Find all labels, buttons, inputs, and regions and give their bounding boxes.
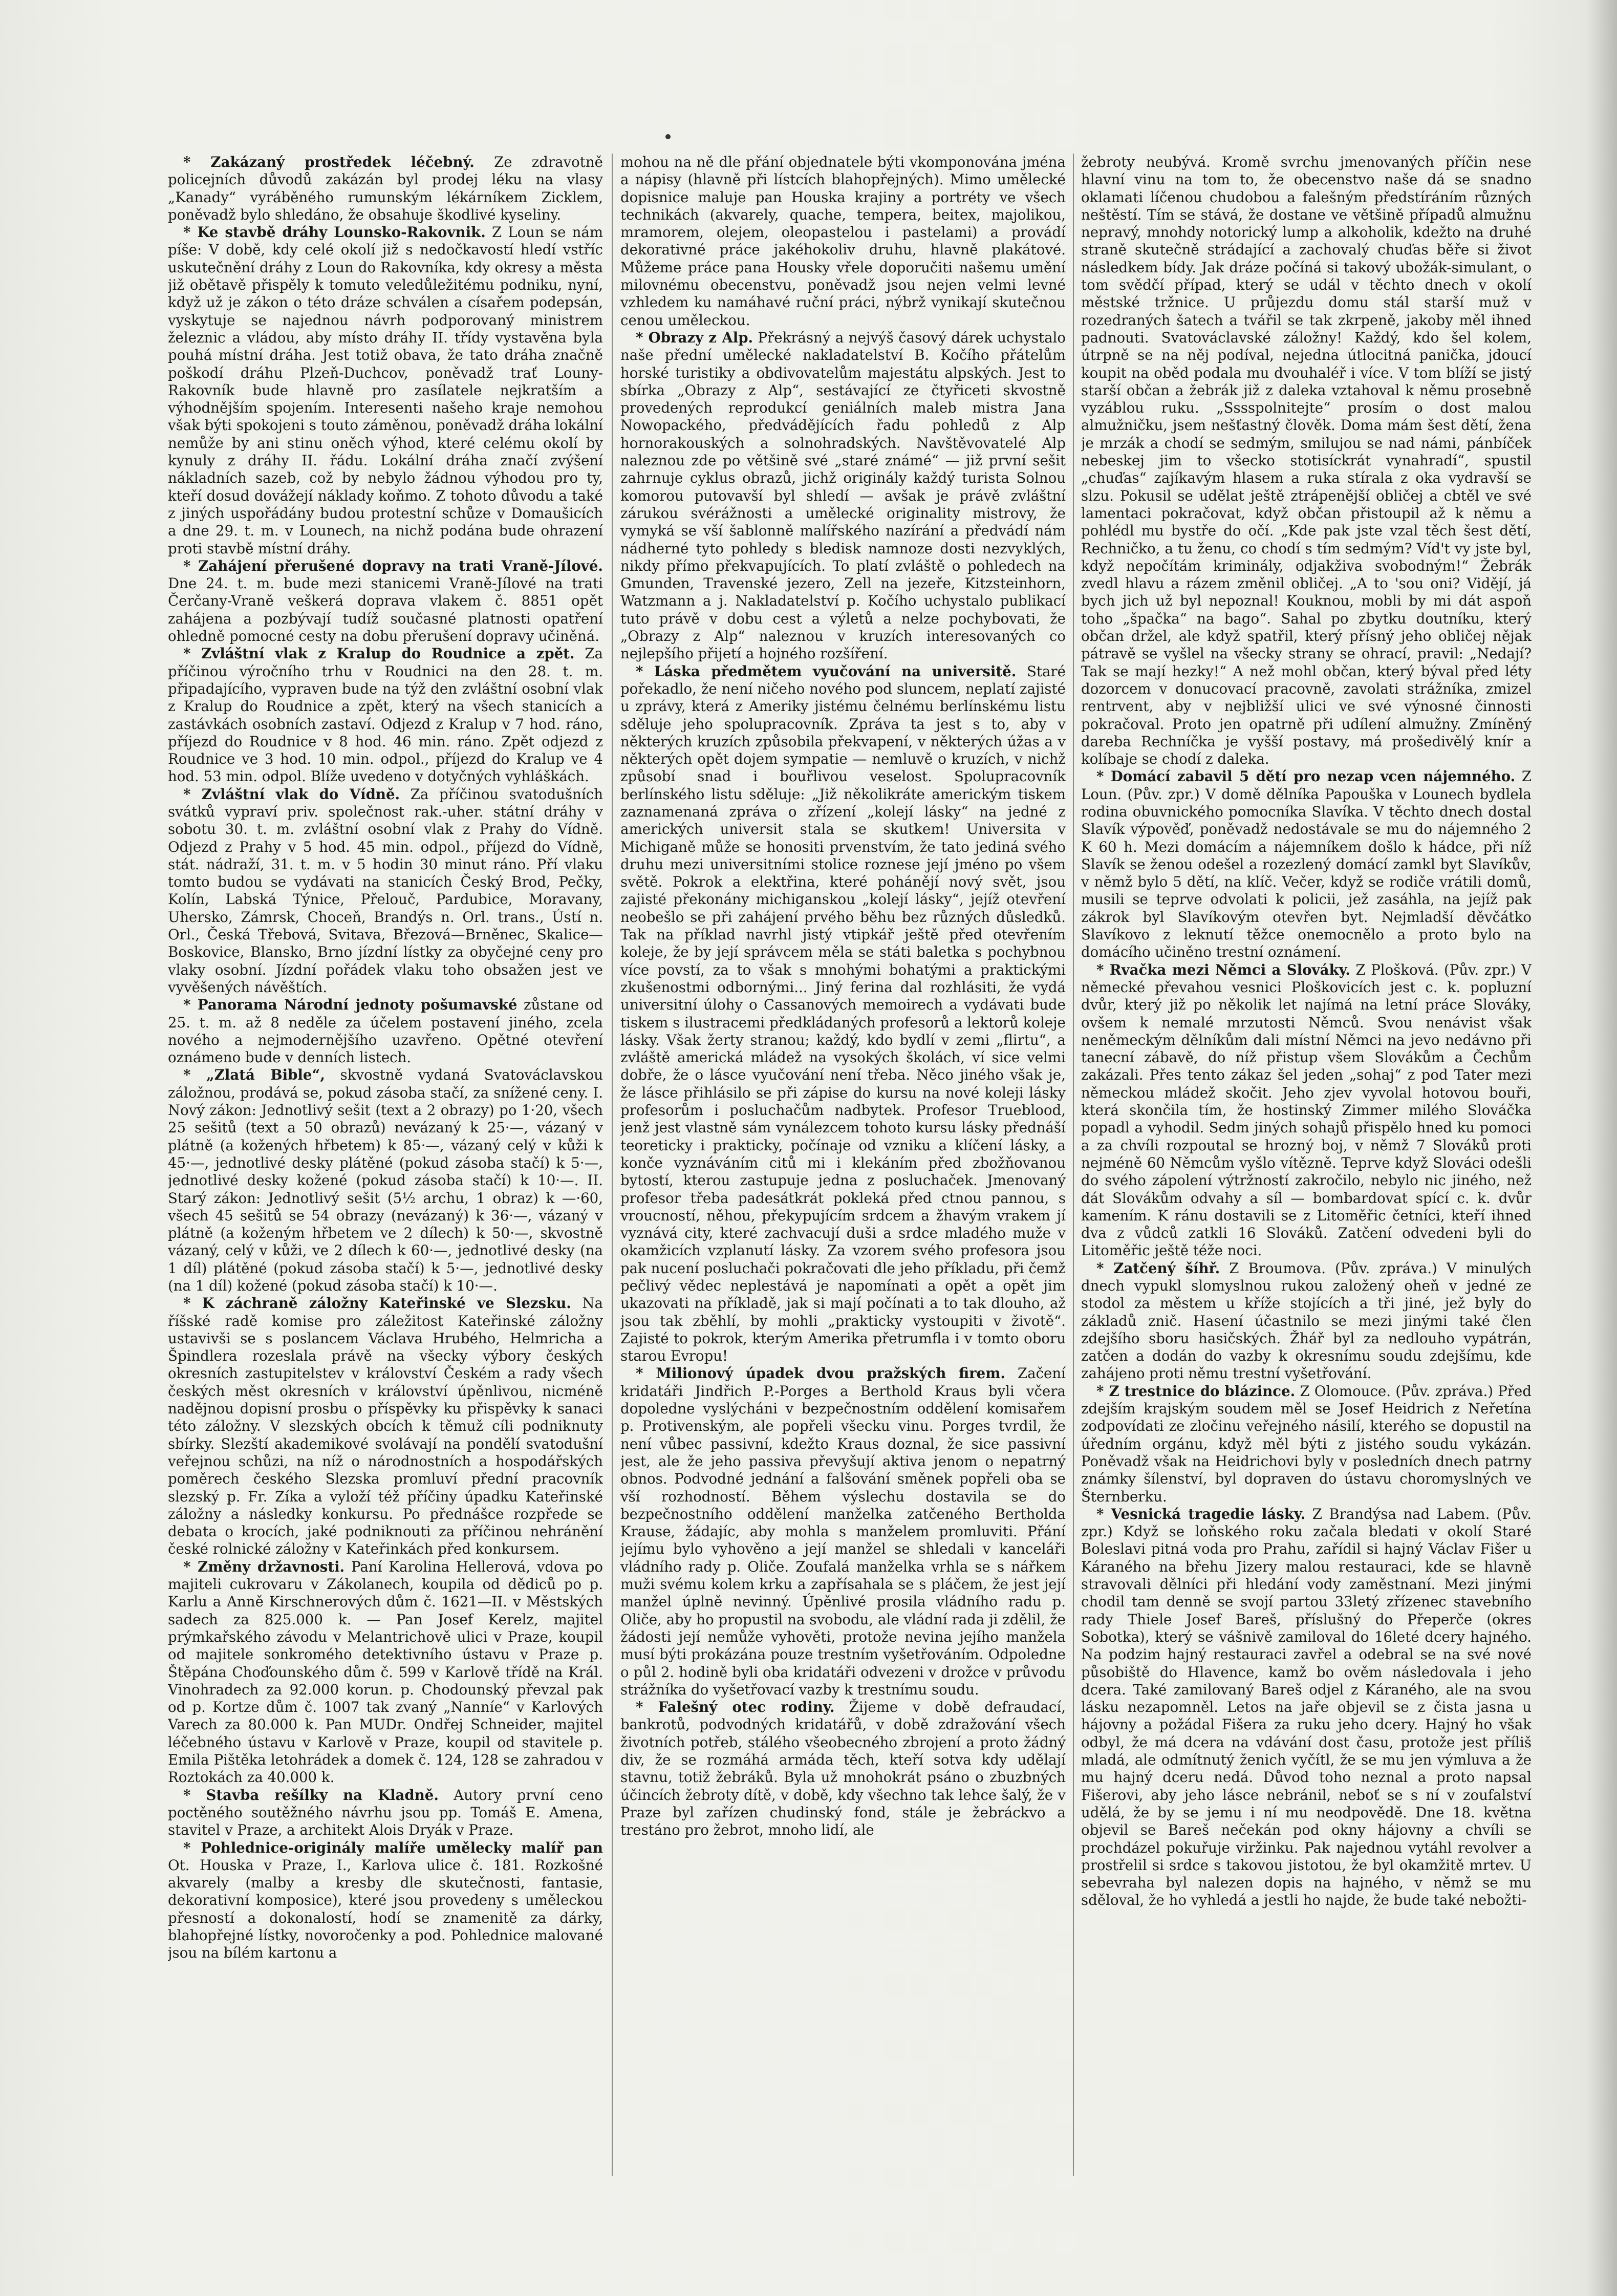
- article: [1081, 961, 1532, 1260]
- article-body: Ot. Houska v Praze, I., Karlova ulice č. 181. Rozkošné akvarely (malby a kresby dle skutečnosti, fantasie, dekorativní komposice), které jsou provedeny s uměleckou přesností a dokonalostí, hodí se znamenitě za dárky, blahopřejné lístky, novoročenky a pod. Pohlednice malované jsou na bílém kartonu a: [168, 1856, 603, 1962]
- article-body: Z Loun. (Pův. zpr.) V domě dělníka Papouška v Lounech bydlela rodina obuvnického pomocníka Slavíka. V těchto dnech dostal Slavík výpověď, poněvadž nedostávale se mu do nájemného 2 K 60 h. Mezi domácím a nájemníkem došlo k hádce, při níž Slavík se ženou odešel a rozezlený domácí zamkl byt Slavíkův, v němž bylo 5 dětí, na klíč. Večer, když se rodiče vrátili domů, musili se teprve odvolati k policii, jež zasáhla, na jejíž pak zákrok byl Slavíkovým otevřen byt. Nejmladší děvčátko Slavíkovo z leknutí těžce onemocnělo a proto bylo na domácího učiněno trestní oznámení.: [1081, 768, 1532, 961]
- article: [1081, 154, 1532, 768]
- article: [620, 1699, 1066, 1839]
- article: [1081, 768, 1532, 961]
- article: [168, 154, 603, 224]
- column-middle: [620, 154, 1066, 2181]
- article: [620, 154, 1066, 329]
- column-left: [168, 154, 603, 2181]
- article-body: Z Olomouce. (Pův. zpráva.) Před zdejším krajským soudem měl se Josef Heidrich z Neřetína zodpovídati ze zločinu veřejného násilí, kterého se dopustil na úředním orgánu, když měl býti z jistého soudu vykázán. Poněvadž však na Heidrichovi byly v posledních dnech patrny známky šílenství, byl dopraven do ústavu choromyslných ve Šternberku.: [1081, 1382, 1532, 1505]
- article-headline: * Zatčený šíhř.: [1096, 1259, 1220, 1277]
- article: [168, 557, 603, 645]
- article-headline: * Změny državnosti.: [183, 1558, 345, 1575]
- article: [168, 996, 603, 1066]
- page-mark: [665, 134, 671, 139]
- article-headline: * Zvláštní vlak z Kralup do Roudnice a zpět.: [183, 645, 575, 662]
- article-body: skvostně vydaná Svatováclavskou záložnou, prodává se, pokud zásoba stačí, za snížené ceny. I. Nový zákon: Jednotlivý sešit (text a 2 obrazy) po 1·20, všech 25 sešitů (text a 50 obrazů) nevázaný k 25·—, vázaný v plátně (a kožených hřbetem) k 85·—, vázaný celý v kůži k 45·—, jednotlivé desky plátěné (pokud zásoba stačí) k 5·—, jednotlivé desky kožené (pokud zásoba stačí) k 10·—. II. Starý zákon: Jednotlivý sešit (5½ archu, 1 obraz) k —·60, všech 45 sešitů se 54 obrazy (nevázaný) k 36·—, vázaný v plátně (a koženým hřbetem ve 2 dílech) k 50·—, skvostně vázaný, celý v kůži, ve 2 dílech k 60·—, jednotlivé desky (na 1 díl) plátěné (pokud zásoba stačí) k 5·—, jednotlivé desky (na 1 díl) kožené (pokud zásoba stačí) k 10·—.: [168, 1066, 603, 1294]
- article-headline: * Panorama Národní jednoty pošumavské: [183, 996, 518, 1014]
- article: [1081, 1506, 1532, 1909]
- article-body: Z Brandýsa nad Labem. (Pův. zpr.) Když se loňského roku začala bledati v okolí Staré Boleslavi pitná voda pro Prahu, zařídil si hajný Václav Fišer u Káraného na břehu Jizery malou restauraci, kde se hlavně stravovali dělníci při hledání vody zaměstnaní. Mezi jinými chodil tam denně se svojí partou 33letý zřízenec stavebního rady Thiele Josef Bareš, příslušný do Přeperče (okres Sobotka), který se vášnivě zamiloval do 16leté dcery hajného. Na podzim hajný restauraci zavřel a odebral se na své nové působiště do Hlavence, kamž bo ověm následovala i jeho dcera. Také zamilovaný Bareš odjel z Káraného, ale na svou lásku nezapomněl. Letos na jaře objevil se z čista jasna u hájovny a požádal Fišera za ruku jeho dcery. Hajný ho však odbyl, že má dcera na vdávání dost času, protože jest příliš mladá, ale odmítnutý ženich vyčítl, že se mu jen výmluva a že mu hajný dceru nedá. Důvod toho neznal a proto napsal Fišerovi, aby jeho lásce nebránil, neboť se s ní v zoufalství udělá, že by se jemu i ní mu neodpovědě. Dne 18. května objevil se Bareš nečekán pod okny hájovny a chvíli se prochdázel pokuřuje viržinku. Pak najednou vytáhl revolver a prostřelil si srdce s takovou jistotou, že byl okamžitě mrtev. U sebevraha byl nalezen dopis na hajného, v němž se mu sděloval, že ho vyhledá a jestli ho najde, že bude také nebožti-: [1081, 1505, 1532, 1909]
- article-body: Za příčinou svatodušních svátků vypraví priv. společnost rak.-uher. státní dráhy v sobotu 30. t. m. zvláštní osobní vlak z Prahy do Vídně. Odjezd z Prahy v 5 hod. 45 min. odpol., příjezd do Vídně, stát. nádraží, 31. t. m. v 5 hodin 30 minut ráno. Pří vlaku tomto budou se vydávati na stanicích Český Brod, Pečky, Kolín, Labská Týnice, Přelouč, Pardubice, Moravany, Uhersko, Zámrsk, Choceň, Brandýs n. Orl. trans., Ústí n. Orl., Česká Třebová, Svitava, Březová—Brněnec, Skalice—Boskovice, Blansko, Brno jízdní lístky za obyčejné ceny pro vlaky osobní. Jízdní pořádek vlaku toho obsažen jest ve vyvěšených návěštích.: [168, 785, 603, 996]
- article: [1081, 1383, 1532, 1506]
- article-body: Za příčinou výročního trhu v Roudnici na den 28. t. m. připadajícího, vypraven bude na týž den zvláštní osobní vlak z Kralup do Roudnice a zpět, který na všech stanicích a zastávkách osobních zastaví. Odjezd z Kralup v 7 hod. ráno, příjezd do Roudnice v 8 hod. 46 min. ráno. Zpět odjezd z Roudnice ve 3 hod. 10 min. odpol., příjezd do Kralup ve 4 hod. 53 min. odpol. Blíže uvedeno v dotyčných vyhláškách.: [168, 645, 603, 785]
- article-body: Překrásný a nejvýš časový dárek uchystalo naše přední umělecké nakladatelství B. Kočího přátelům horské turistiky a obdivovatelům majestátu alpských. Jest to sbírka „Obrazy z Alp“, sestávající ze čtyřiceti skvostně provedených reprodukcí geniálních maleb mistra Jana Nowopackého, předvádějících řadu pohledů z Alp hornorakouských a solnohradských. Navštěvovatelé Alp naleznou zde po většině své „staré známé“ — již první sešit zahrnuje cyklus obrazů, jichž originály každý turista Solnou komorou putovavší byl shledí — avšak je právě zvláštní zárukou svérážnosti a umělecké originality mistrovy, že vymyká se vší šablonně malířského nazírání a předvádí nám nádherné tyto pohledy s bledisk namnoze dosti nezvyklých, nikdy přímo překvapujících. To platí zvláště o pohledech na Gmunden, Travenské jezero, Zell na jezeře, Kitzsteinhorn, Watzmann a j. Nakladatelství p. Kočího uchystalo publikací tuto právě v dobu cest a výletů a nelze pochybovati, že „Obrazy z Alp“ naleznou v kruzích interesovaných co nejlepšího přijetí a hojného rozšíření.: [620, 329, 1066, 662]
- article-headline: * Zvláštní vlak do Vídně.: [183, 785, 400, 803]
- article: [620, 663, 1066, 1365]
- article: [168, 1066, 603, 1295]
- article: [168, 1787, 603, 1839]
- article-body: Autory první ceno poctěného soutěžného návrhu jsou pp. Tomáš E. Amena, stavitel v Praze, a architekt Alois Dryák v Praze.: [168, 1786, 603, 1839]
- article: [168, 1558, 603, 1787]
- article-headline: * Z trestnice do blázince.: [1096, 1382, 1296, 1400]
- article-headline: * Zahájení přerušené dopravy na trati Vraně-Jílové.: [183, 557, 603, 574]
- article-headline: * Falešný otec rodiny.: [636, 1699, 835, 1716]
- article-headline: * Obrazy z Alp.: [636, 329, 753, 346]
- article-headline: * Láska předmětem vyučování na universitě.: [636, 662, 1017, 680]
- article: [620, 1365, 1066, 1699]
- article-body: zůstane od 25. t. m. až 8 neděle za účelem postavení jiného, zcela nového a nejmodernějšího uzavřeno. Opětné otevření oznámeno bude v denních listech.: [168, 996, 603, 1066]
- column-rule: [1073, 154, 1074, 2176]
- article-body: Z Broumova. (Pův. zpráva.) V minulých dnech vypukl slomyslnou rukou založený oheň v jedné ze stodol za městem u kříže stojících a tři jiné, jež byly do základů znič. Hasení účastnilo se mezi jinými také člen zdejšího sboru hasičských. Žhář byl za nedlouho vypátrán, zatčen a dodán do vazby k okresnímu soudu zdejšímu, kde zahájeno proti němu trestní vyšetřování.: [1081, 1259, 1532, 1382]
- article-headline: * Ke stavbě dráhy Lounsko-Rakovnik.: [183, 224, 486, 241]
- article-body: Staré pořekadlo, že není ničeho nového pod sluncem, neplatí zajisté u zprávy, která z Ameriky jistému čelnému berlínskému listu sděluje jeho spolupracovník. Zpráva ta jest s to, aby v některých kruzích způsobila překvapení, v některých úžas a v některých opět dojem sympatie — nemluvě o kruzích, v nichž způsobí snad i bouřlivou veselost. Spolupracovník berlínského listu sděluje: „Již několikráte americkým tiskem zaznamenaná zpráva o zřízení „kolejí lásky“ na jedné z amerických universit stala se skutkem! Universita v Michiganě může se honositi prvenstvím, že tato jediná svého druhu mezi universitními stolice roznese její jméno po všem světě. Pokrok a elektřina, které pohánějí nový svět, jsou zajisté překonány michiganskou „kolejí lásky“, jejíž otevření neobešlo se při zahájení prvého běhu bez různých důsledků. Tak na příklad navrhl jistý vtipkář ještě před otevřením koleje, že by její správcem měla se státi baletka s pochybnou více povstí, za to však s mnohými bohatými a praktickými zkušenostmi odbornými... Jiný ferina dal rozhlásiti, že vydá universitní úlohy o Cassanových memoirech a vydávati bude tiskem s ilustracemi předkládaných profesorů a lektorů koleje lásky. Však žerty stranou; každý, kdo bydlí v zemi „flirtu“, a zvláště americká mládež na vysokých školách, ví sice velmi dobře, že o lásce vyučování není třeba. Něco jiného však je, že lásce přihlásilo se při zápise do kursu na nové koleji lásky profesorům i posluchačům nadbytek. Profesor Trueblood, jenž jest vlastně sám vynálezcem tohoto kursu lásky přednáší teoreticky i prakticky, počínaje od vzniku a klíčení lásky, a konče vyznáváním citů mi i klekáním před zbožňovanou bytostí, kterou zastupuje jedna z posluchaček. Jmenovaný profesor třeba padesátkrát pokleká před ctnou pannou, s vroucností, něhou, překypujícím srdcem a žhavým vrakem jí vyznává city, které zachvacují duši a srdce mladého muže v okamžicích vzplanutí lásky. Za vzorem svého profesora jsou pak nucení posluchači pokračovati dle jeho příkladu, při čemž pečlivý vědec neplestává je napomínati a opět a opět jim ukazovati na příkladě, jak si mají počínati a to tak dlouho, až jsou tak zběhlí, by mohli „prakticky vystoupiti v životě“. Zajisté to pokrok, kterým Amerika přetrumfla i v tomto oboru starou Evropu!: [620, 662, 1066, 1365]
- article-body: mohou na ně dle přání objednatele býti vkomponována jména a nápisy (hlavně při lístcích blahopřejných). Mimo umělecké dopisnice maluje pan Houska krajiny a portréty ve všech technikách (akvarely, quache, tempera, beitex, majolikou, mramorem, olejem, oleopastelou i pastelami) a provádí dekorativné práce jakéhokoliv druhu, hlavně plakátové. Můžeme práce pana Housky vřele doporučiti našemu umění milovnému obecenstvu, poněvadž jsou nejen velmi levné vzhledem ku namáhavé ruční práci, nýbrž vynikají skutečnou cenou uměleckou.: [620, 154, 1066, 329]
- article-headline: * Vesnická tragedie lásky.: [1096, 1505, 1306, 1522]
- article-body: Dne 24. t. m. bude mezi stanicemi Vraně-Jílové na trati Čerčany-Vraně veškerá doprava vlakem č. 8851 opět zahájena a pozbývají tudíž současné platnosti opatření ohledně pomocné cesty na dobu přerušení dopravy učiněná.: [168, 575, 603, 645]
- article: [168, 1839, 603, 1962]
- article-body: žebroty neubývá. Kromě svrchu jmenovaných příčin nese hlavní vinu na tom to, že obecenstvo naše dá se snadno oklamati líčenou chudobou a falešným předstíráním různých neštěstí. Tím se stává, že dostane ve většině případů almužnu nepravý, mnohdy notorický lump a alkoholik, kdežto na druhé straně skutečně strádající a zachovalý chuďas běře si život následkem bídy. Jak dráze počíná si takový ubožák-simulant, o tom svědčí případ, který se udál v těchto dnech v okolí městské tržnice. U průjezdu domu stál starší muž v rozedraných šatech a tvářil se tak zkrpeně, jakoby měl ihned padnouti. Svatováclavské záložny! Každý, kdo šel kolem, útrpně se na něj podíval, nejedna útlocitná panička, jdoucí koupit na oběd podala mu dvouhaléř i více. V tom blíží se jistý starší občan a žebrák již z daleka vztahoval k němu prosebně vyzáblou ruku. „Sssspolnitejte“ prosím o dost malou almužničku, jsem nešťastný člověk. Doma mám šest dětí, žena je mrzák a chodí se sedmým, smilujou se nad námi, pánbíček nebeskej jim to všecko stotisíckrát vynahradí“, spustil „chuďas“ zajíkavým hlasem a ruka stírala z oka vydravší se slzu. Pokusil se udělat ještě ztrápenější obličej a cbtěl ve své lamentaci pokračovat, když občan přistoupil až k němu a pohlédl mu bystře do očí. „Kde pak jste vzal těch šest dětí, Rechničko, a tu ženu, co chodí s tím sedmým? Víd't vy jste byl, když nepočítám kriminály, odjakživa svobodným!“ Žebrák zvedl hlavu a rázem změnil obličej. „A to 'sou oni? Vidějí, já bych jich už byl nepoznal! Kouknou, mobli by mi dát aspoň toho „špačka“ na bago“. Sahal po zbytku doutníku, který občan držel, ale když spatřil, který přísný jeho obličej nějak pátravě se vyšlel na všecky strany se ohrací, pravil: „Nedají? Tak se mají hezky!“ A než mohl občan, který býval před léty dozorcem v donucovací pracovně, zavolati strážníka, zmizel rentrvent, aby v nejbližší ulici ve své výnosné činnosti pokračoval. Proto jen opatrně při udílení almužny. Zmíněný dareba Rechníčka je vyšší postavy, má prošedivělý knír a kolíbaje se chodí z daleka.: [1081, 154, 1532, 768]
- binding-edge: [1586, 0, 1617, 2296]
- article: [168, 645, 603, 785]
- article-headline: * Domácí zabavil 5 dětí pro nezap vcen nájemného.: [1096, 768, 1516, 785]
- article-headline: * Stavba rešílky na Kladně.: [183, 1786, 439, 1804]
- column-right: [1081, 154, 1532, 2181]
- article: [168, 1295, 603, 1558]
- article-body: Žijeme v době defraudací, bankrotů, podvodných kridatářů, v době zdražování všech životních potřeb, stálého všeobecného zbrojení a proto žádný div, že se rozmáhá armáda těch, kteří sotva kdy udělají stavnu, totiž žebráků. Byla už mnohokrát psáno o zbuzbných účincích žebroty dítě, v době, kdy všechno tak lehce šalý, že v Praze byl zařízen chudinský fond, stále je žebráckvo a trestáno pro žebrot, mnoho lidí, ale: [620, 1699, 1066, 1839]
- article-body: Z Loun se nám píše: V době, kdy celé okolí již s nedočkavostí hledí vstříc uskutečnění dráhy z Loun do Rakovníka, kdy okresy a města již obětavě přispěly k tomuto veledůležitému podniku, nyní, když už je zákon o této dráze schválen a císařem podepsán, vyskytuje se najednou návrh podporovaný ministrem železnic a vládou, aby místo dráhy II. třídy vystavěna byla pouhá místní dráha. Jest totiž obava, že tato dráha značně poškodí dráhu Plzeň-Duchcov, poněvadž trať Louny-Rakovník bude hlavně pro zasílatele nejkratším a výhodnějším spojením. Interesenti našeho kraje nemohou však býti spokojeni s touto záměnou, poněvadž dráha lokální nemůže by ani stinu oněch výhod, které celému okolí by kynuly z dráhy II. řádu. Lokální dráha značí zvýšení nákladních sazeb, což by nebylo žádnou výhodou pro ty, kteří dosud dovážejí náklady koňmo. Z tohoto důvodu a také z jiných uspořádány budou protestní schůze v Domaušicích a dne 29. t. m. v Lounech, na nichž podána bude ohrazení proti stavbě místní dráhy.: [168, 224, 603, 557]
- article-body: Z Plošková. (Pův. zpr.) V německé převahou vesnici Ploškovicích jest c. k. popluzní dvůr, který již po několik let najímá na letní práce Slováky, ovšem k nemalé mrzutosti Němců. Svou nenávist však neněmeckým dělníkům dali místní Němci na jevo nedávno při tanecní zábavě, do níž přistup všem Slovákům a Čechům zakázali. Přes tento zákaz šel jeden „sohaj“ z pod Tater mezi německou mládež skočit. Jeho zjev vyvolal hotovou bouři, která skončila tím, že hostinský Zimmer milého Slováčka popadl a vyhodil. Sedm jiných sohajů přispělo hned ku pomoci a za chvíli rozpoutal se hrozný boj, v němž 7 Slováků proti nejméně 60 Němcům vyšlo vítězně. Teprve když Slováci odešli do svého zápolení výtržností zakročilo, nebylo nic jiného, než dát Slovákům odvahy a síl — bombardovat spící c. k. dvůr kamením. K ránu dostavili se z Litoměřic četníci, kteří ihned dva z vůdců zatkli 16 Slováků. Zatčení odvedeni byli do Litoměřic ještě téže noci.: [1081, 961, 1532, 1259]
- article-body: Ze zdravotně policejních důvodů zakázán byl prodej léku na vlasy „Kanady“ vyráběného rumunským lékárníkem Zicklem, poněvadž bylo shledáno, že obsahuje škodlivé kyseliny.: [168, 154, 603, 223]
- column-rule: [612, 154, 613, 2176]
- article-headline: * Pohlednice-originály malíře umělecky malíř pan: [183, 1839, 603, 1856]
- article-headline: * Zakázaný prostředek léčebný.: [183, 154, 475, 170]
- article-headline: * Milionový úpadek dvou pražských firem.: [636, 1365, 1006, 1382]
- article-headline: * „Zlatá Bible“,: [183, 1066, 325, 1084]
- article: [1081, 1260, 1532, 1383]
- article-headline: * K záchraně záložny Kateřinské ve Slezsku.: [183, 1295, 571, 1312]
- article-headline: * Rvačka mezi Němci a Slováky.: [1096, 961, 1351, 978]
- article: [168, 786, 603, 997]
- article: [168, 224, 603, 557]
- article-body: Paní Karolina Hellerová, vdova po majiteli cukrovaru v Zákolanech, koupila od dědiců po p. Karlu a Anně Kirschnerových dům č. 1621—II. v Městských sadech za 825.000 k. — Pan Josef Kerelz, majitel prýmkařského závodu v Melantrichově ulici v Praze, koupil od majitele sonkromého detektivního ústavu v Praze p. Štěpána Choďounského dům č. 599 v Karlově třídě na Král. Vinohradech za 92.000 korun. p. Chodounský převzal pak od p. Kortze dům č. 1007 tak zvaný „Nanníe“ v Karlových Varech za 80.000 k. Pan MUDr. Ondřej Schneider, majitel léčebného ústavu v Karlově v Praze, koupil od stavitele p. Emila Pištěka letohrádek a domek č. 124, 128 se zahradou v Roztokách za 40.000 k.: [168, 1558, 603, 1786]
- article-body: Na říšské radě komise pro záležitost Kateřinské záložny ustavivši se s poslancem Václava Hrubého, Helmricha a Špindlera rozeslala právě na všecky výbory českých okresních zastupitelstev v království Českém a rady všech českých měst okresních v království úpěnlivou, nicméně nadějnou dopisní prosbu o příspěvky ku přispěvky k sanaci této záložny. V slezských obcích k těmuž cíli podniknuty sbírky. Slezští akademikové svolávají na pondělí svatodušní veřejnou schůzi, na níž o národnostních a hospodářských poměrech českého Slezska promluví přední pracovník slezský p. Fr. Zíka a vyloží též příčiny úpadku Kateřinské záložny a následky konkursu. Po přednášce rozpřede se debata o krocích, jaké podniknouti za příčinou nehránění české rolnické záložny v Kateřinkách před konkursem.: [168, 1295, 603, 1558]
- article-body: Začení kridatáři Jindřich P.-Porges a Berthold Kraus byli včera dopoledne vyslýcháni v bezpečnostním oddělení komisařem p. Protivenským, ale popřeli všecku vinu. Porges tvrdil, že není vůbec passivní, kdežto Kraus doznal, že sice passivní jest, ale že jeho passiva převyšují aktiva jenom o nepatrný obnos. Podvodné jednání a falšování směnek popřeli oba se vší rozhodností. Během výslechu dostavila se do bezpečnostního oddělení manželka zatčeného Bertholda Krause, žádajíc, aby mohla s manželem promluviti. Přání jejímu bylo vyhověno a její manžel se shledali v kanceláři vládního rady p. Oliče. Zoufalá manželka vrhla se s nářkem muži svému kolem krku a zapřísahala se s pláčem, že jest její manžel úplně nevinný. Úpěnlivé prosila vládního radu p. Oliče, aby ho propustil na svobodu, ale vládní rada ji zdělil, že žádosti její nemůže vyhověti, protože nevina jejího manžela musí býti prokázána pouze trestním vyšetřováním. Odpoledne o půl 2. hodině byli oba kridatáři odvezeni v drožce v průvodu strážníka do vyšetřovací vazby k trestnímu soudu.: [620, 1365, 1066, 1698]
- article: [620, 329, 1066, 663]
